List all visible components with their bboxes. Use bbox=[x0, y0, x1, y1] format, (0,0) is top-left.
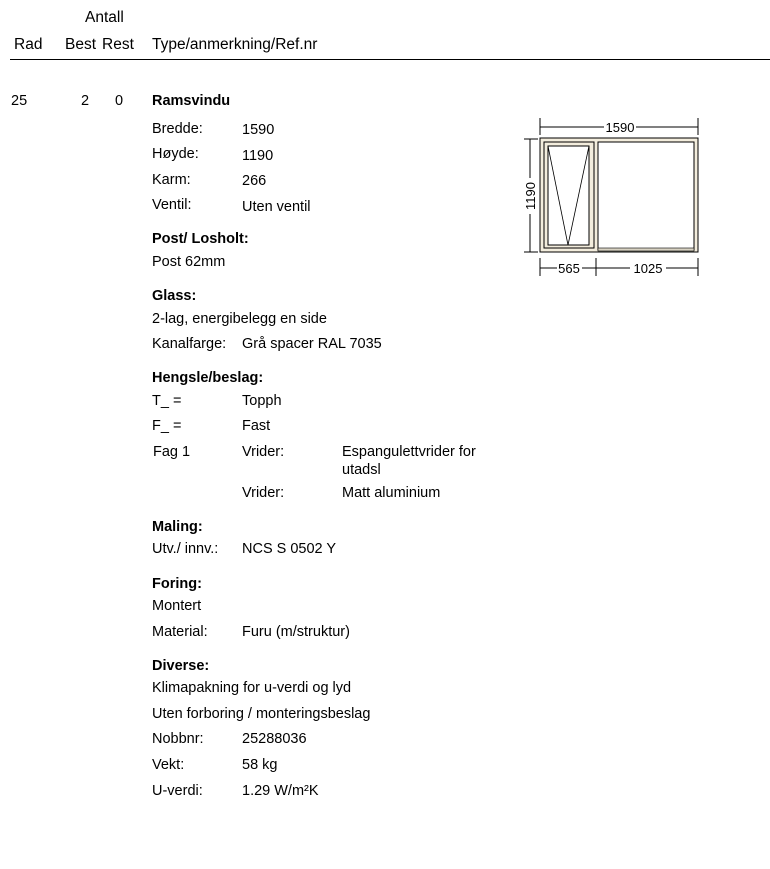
window-glass-left bbox=[548, 146, 589, 245]
hengsle-value: Fast bbox=[242, 418, 271, 434]
header-antall: Antall bbox=[85, 9, 124, 26]
diverse-line: Klimapakning for u-verdi og lyd bbox=[152, 680, 352, 696]
spec-value: 1590 bbox=[242, 122, 275, 138]
diverse-value: 58 kg bbox=[242, 757, 278, 773]
height-dimension-label: 1190 bbox=[523, 182, 538, 210]
header-best: Best bbox=[65, 36, 97, 53]
header-type: Type/anmerkning/Ref.nr bbox=[152, 36, 318, 53]
vrider-label: Vrider: bbox=[242, 485, 285, 501]
vrider-value: Matt aluminium bbox=[342, 485, 441, 501]
hengsle-label: F_ = bbox=[152, 418, 182, 434]
left-width-label: 565 bbox=[558, 261, 580, 276]
diverse-label: U-verdi: bbox=[152, 783, 203, 799]
post-heading: Post/ Losholt: bbox=[152, 231, 249, 247]
foring-heading: Foring: bbox=[152, 576, 202, 592]
maling-value: NCS S 0502 Y bbox=[242, 541, 337, 557]
spec-label: Ventil: bbox=[152, 197, 192, 213]
window-drawing bbox=[512, 114, 708, 280]
glass-label: Kanalfarge: bbox=[152, 336, 227, 352]
spec-value: 266 bbox=[242, 173, 267, 189]
maling-label: Utv./ innv.: bbox=[152, 541, 219, 557]
spec-label: Høyde: bbox=[152, 146, 199, 162]
header-rest: Rest bbox=[102, 36, 134, 53]
foring-value: Furu (m/struktur) bbox=[242, 624, 350, 640]
post-value: Post 62mm bbox=[152, 254, 226, 270]
row-rest: 0 bbox=[115, 93, 124, 109]
diverse-value: 25288036 bbox=[242, 731, 307, 747]
window-glass-right bbox=[598, 142, 694, 250]
diverse-label: Nobbnr: bbox=[152, 731, 204, 747]
diverse-value: 1.29 W/m²K bbox=[242, 783, 319, 799]
row-best: 2 bbox=[81, 93, 90, 109]
hengsle-value: Topph bbox=[242, 393, 282, 409]
spec-value: Uten ventil bbox=[242, 199, 311, 215]
header-rad: Rad bbox=[14, 36, 43, 53]
foring-line: Montert bbox=[152, 598, 202, 614]
diverse-label: Vekt: bbox=[152, 757, 185, 773]
spec-label: Karm: bbox=[152, 172, 191, 188]
vrider-label: Vrider: bbox=[242, 444, 285, 460]
fag-label: Fag 1 bbox=[153, 444, 191, 460]
glass-line: 2-lag, energibelegg en side bbox=[152, 311, 327, 327]
header-rule bbox=[10, 59, 770, 60]
hengsle-label: T_ = bbox=[152, 393, 182, 409]
right-width-label: 1025 bbox=[633, 261, 663, 276]
width-dimension-label: 1590 bbox=[605, 120, 635, 135]
spec-value: 1190 bbox=[242, 148, 274, 164]
product-title: Ramsvindu bbox=[152, 93, 231, 109]
maling-heading: Maling: bbox=[152, 519, 203, 535]
glass-value: Grå spacer RAL 7035 bbox=[242, 336, 382, 352]
diverse-heading: Diverse: bbox=[152, 658, 210, 674]
diverse-line: Uten forboring / monteringsbeslag bbox=[152, 706, 371, 722]
foring-label: Material: bbox=[152, 624, 208, 640]
hengsle-heading: Hengsle/beslag: bbox=[152, 370, 264, 386]
vrider-value: Espangulettvrider for bbox=[342, 444, 476, 460]
glass-heading: Glass: bbox=[152, 288, 197, 304]
spec-label: Bredde: bbox=[152, 121, 203, 137]
row-rad: 25 bbox=[11, 93, 28, 109]
vrider-value-cont: utadsl bbox=[342, 462, 381, 478]
